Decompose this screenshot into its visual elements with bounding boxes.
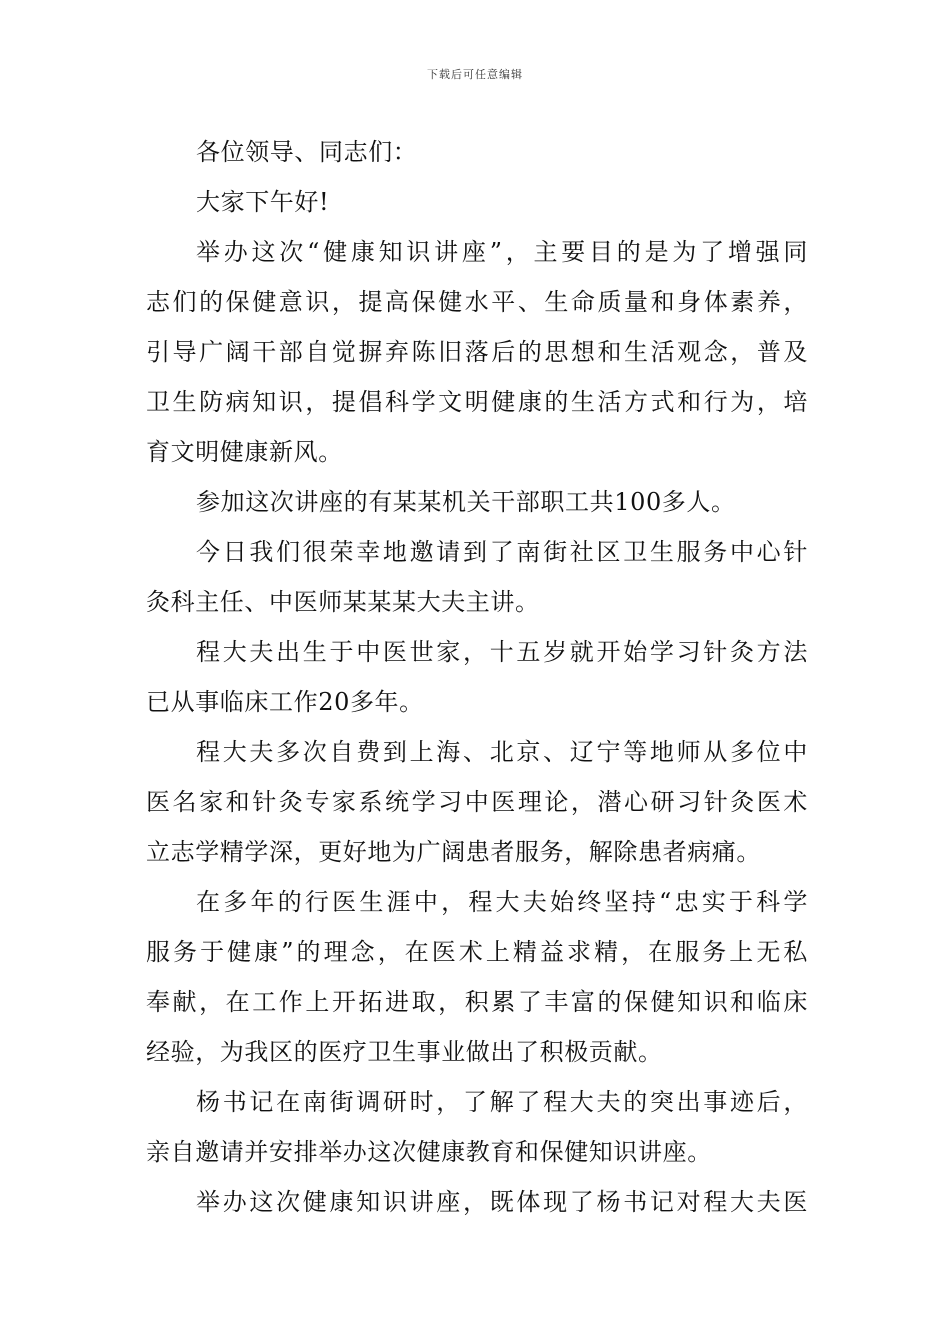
- paragraph-line: 各位领导、同志们：: [196, 138, 418, 166]
- page-header: 下载后可任意编辑: [427, 68, 523, 81]
- paragraph-line: 程大夫出生于中医世家，十五岁就开始学习针灸方法: [196, 638, 808, 666]
- paragraph-line: 经验，为我区的医疗卫生事业做出了积极贡献。: [146, 1038, 663, 1066]
- document-body: [146, 127, 808, 1227]
- paragraph-line: 灸科主任、中医师某某某大夫主讲。: [146, 588, 540, 616]
- paragraph-line: 育文明健康新风。: [146, 438, 343, 466]
- paragraph-line: 程大夫多次自费到上海、北京、辽宁等地师从多位中: [196, 738, 808, 766]
- paragraph-line: 医名家和针灸专家系统学习中医理论，潜心研习针灸医术: [146, 788, 808, 816]
- paragraph-line: 志们的保健意识，提高保健水平、生命质量和身体素养，: [146, 288, 808, 316]
- paragraph-line: 服务于健康”的理念，在医术上精益求精，在服务上无私: [146, 938, 808, 966]
- paragraph-line: 立志学精学深，更好地为广阔患者服务，解除患者病痛。: [146, 838, 761, 866]
- paragraph-line: 奉献，在工作上开拓进取，积累了丰富的保健知识和临床: [146, 988, 808, 1016]
- paragraph-line: 亲自邀请并安排举办这次健康教育和保健知识讲座。: [146, 1138, 712, 1166]
- paragraph-line: 参加这次讲座的有某某机关干部职工共100多人。: [196, 488, 736, 516]
- paragraph-line: 卫生防病知识，提倡科学文明健康的生活方式和行为，培: [146, 388, 808, 416]
- paragraph-line: 已从事临床工作20多年。: [146, 688, 424, 716]
- paragraph-line: 在多年的行医生涯中，程大夫始终坚持“忠实于科学: [196, 888, 808, 916]
- paragraph-line: 今日我们很荣幸地邀请到了南街社区卫生服务中心针: [196, 538, 808, 566]
- paragraph-line: 举办这次“健康知识讲座”，主要目的是为了增强同: [196, 238, 808, 266]
- paragraph-line: 举办这次健康知识讲座，既体现了杨书记对程大夫医: [196, 1188, 808, 1216]
- paragraph-line: 杨书记在南街调研时，了解了程大夫的突出事迹后，: [196, 1088, 808, 1116]
- paragraph-line: 引导广阔干部自觉摒弃陈旧落后的思想和生活观念，普及: [146, 338, 808, 366]
- paragraph-line: 大家下午好!: [196, 188, 330, 216]
